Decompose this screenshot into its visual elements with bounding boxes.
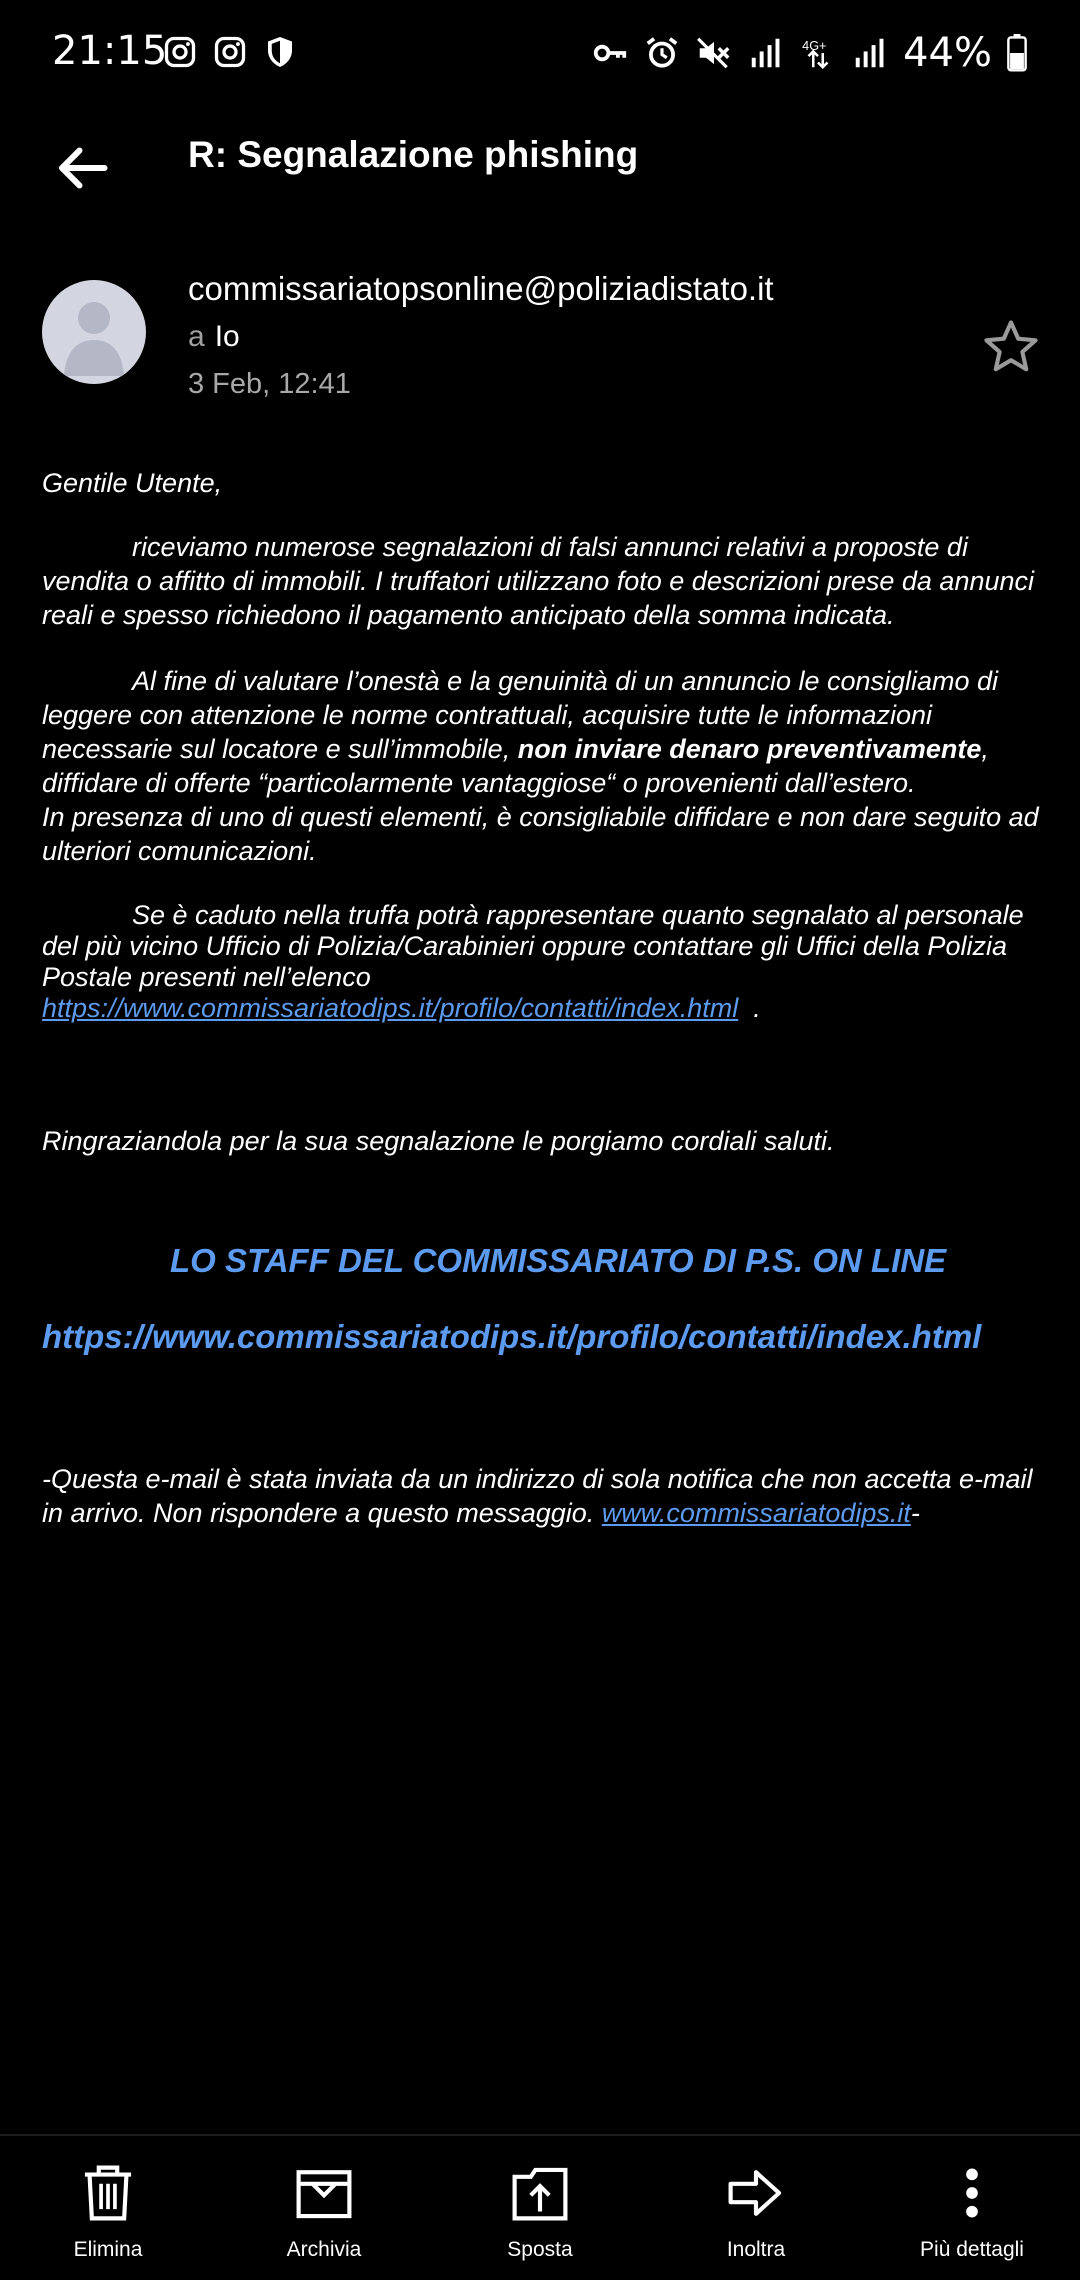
forward-label: Inoltra bbox=[726, 2238, 786, 2261]
delete-button[interactable] bbox=[0, 2136, 216, 2280]
network-type-text: 4G+ bbox=[802, 38, 827, 53]
back-arrow-icon bbox=[52, 138, 112, 198]
status-right-icons bbox=[591, 30, 1028, 76]
paragraph-3 bbox=[42, 900, 1042, 1024]
4g-icon bbox=[799, 34, 837, 72]
paragraph-2-bold: non inviare denaro preventivamente bbox=[517, 734, 982, 764]
signature-link[interactable]: https://www.commissariatodips.it/profilo/contatti/index.html bbox=[42, 1318, 982, 1355]
footer-note bbox=[42, 1462, 1042, 1530]
email-subject: R: Segnalazione phishing bbox=[188, 134, 639, 175]
paragraph-2-text-a: Al fine di valutare l’onestà e la genuinità di un annuncio le consigliamo di leggere con attenzione le norme contrattuali, acquisire tutte le informazioni necessarie sul locatore e sull’immobile, bbox=[42, 666, 999, 764]
mute-icon bbox=[695, 34, 733, 72]
key-icon bbox=[591, 34, 629, 72]
move-icon bbox=[510, 2163, 570, 2223]
email-body bbox=[42, 466, 1042, 1530]
archive-icon bbox=[294, 2165, 354, 2221]
paragraph-2 bbox=[42, 664, 1042, 868]
sender-email[interactable]: commissariatopsonline@poliziadistato.it bbox=[188, 270, 774, 307]
footer-link[interactable]: www.commissariatodips.it bbox=[601, 1498, 911, 1528]
battery-percent: 44% bbox=[903, 30, 992, 76]
closing-text: Ringraziandola per la sua segnalazione le porgiamo cordiali saluti. bbox=[42, 1126, 835, 1156]
footer-note-text: -Questa e-mail è stata inviata da un indirizzo di sola notifica che non accetta e-mail in arrivo. Non rispondere a questo messaggio. bbox=[42, 1464, 1033, 1528]
star-outline-icon bbox=[980, 316, 1042, 378]
app-header bbox=[0, 110, 1080, 210]
status-left-icons bbox=[162, 34, 298, 70]
avatar[interactable] bbox=[42, 280, 146, 384]
more-vertical-icon bbox=[962, 2165, 982, 2221]
email-date: 3 Feb, 12:41 bbox=[188, 368, 351, 400]
paragraph-1-text: riceviamo numerose segnalazioni di falsi annunci relativi a proposte di vendita o affitto di immobili. I truffatori utilizzano foto e descrizioni prese da annunci reali e spesso richiedono il pagamento anticipato della somma indicata. bbox=[42, 532, 1035, 630]
signature-staff: LO STAFF DEL COMMISSARIATO DI P.S. ON LINE bbox=[170, 1242, 947, 1279]
signal-icon bbox=[747, 34, 785, 72]
recipient-prefix: a bbox=[188, 320, 205, 353]
signal-icon bbox=[851, 34, 889, 72]
move-button[interactable] bbox=[432, 2136, 648, 2280]
more-details-label: Più dettagli bbox=[920, 2238, 1024, 2261]
greeting: Gentile Utente, bbox=[42, 468, 223, 498]
forward-icon bbox=[726, 2163, 786, 2223]
more-details-button[interactable] bbox=[864, 2136, 1080, 2280]
paragraph-1 bbox=[42, 530, 1042, 632]
bottom-toolbar bbox=[0, 2134, 1080, 2280]
paragraph-2-text-c: In presenza di uno di questi elementi, è consigliabile diffidare e non dare seguito ad ulteriori comunicazioni. bbox=[42, 802, 1039, 866]
recipient-name: Io bbox=[214, 320, 240, 353]
shield-icon bbox=[262, 34, 298, 70]
paragraph-3-end: . bbox=[738, 993, 761, 1023]
archive-label: Archivia bbox=[286, 2238, 362, 2261]
paragraph-2-text-b: , diffidare di offerte “particolarmente vantaggiose“ o provenienti dall’estero. bbox=[42, 734, 989, 798]
archive-button[interactable] bbox=[216, 2136, 432, 2280]
instagram-icon bbox=[212, 34, 248, 70]
alarm-icon bbox=[643, 34, 681, 72]
instagram-icon bbox=[162, 34, 198, 70]
paragraph-3-text: Se è caduto nella truffa potrà rappresentare quanto segnalato al personale del più vicino Ufficio di Polizia/Carabinieri oppure contattare gli Uffici della Polizia Postale presenti nell’elenco bbox=[42, 900, 1024, 992]
footer-end: - bbox=[910, 1498, 920, 1528]
move-label: Sposta bbox=[507, 2238, 573, 2261]
trash-icon bbox=[80, 2163, 136, 2223]
status-bar bbox=[0, 0, 1080, 110]
battery-icon bbox=[1006, 34, 1028, 72]
person-icon bbox=[42, 280, 146, 384]
sender-block bbox=[0, 270, 1080, 420]
forward-button[interactable] bbox=[648, 2136, 864, 2280]
contacts-link[interactable]: https://www.commissariatodips.it/profilo/contatti/index.html bbox=[42, 993, 739, 1023]
back-button[interactable] bbox=[46, 132, 118, 204]
star-button[interactable] bbox=[978, 314, 1044, 380]
delete-label: Elimina bbox=[73, 2238, 143, 2261]
status-time: 21:15 bbox=[52, 28, 168, 74]
recipient-line[interactable] bbox=[188, 320, 240, 354]
